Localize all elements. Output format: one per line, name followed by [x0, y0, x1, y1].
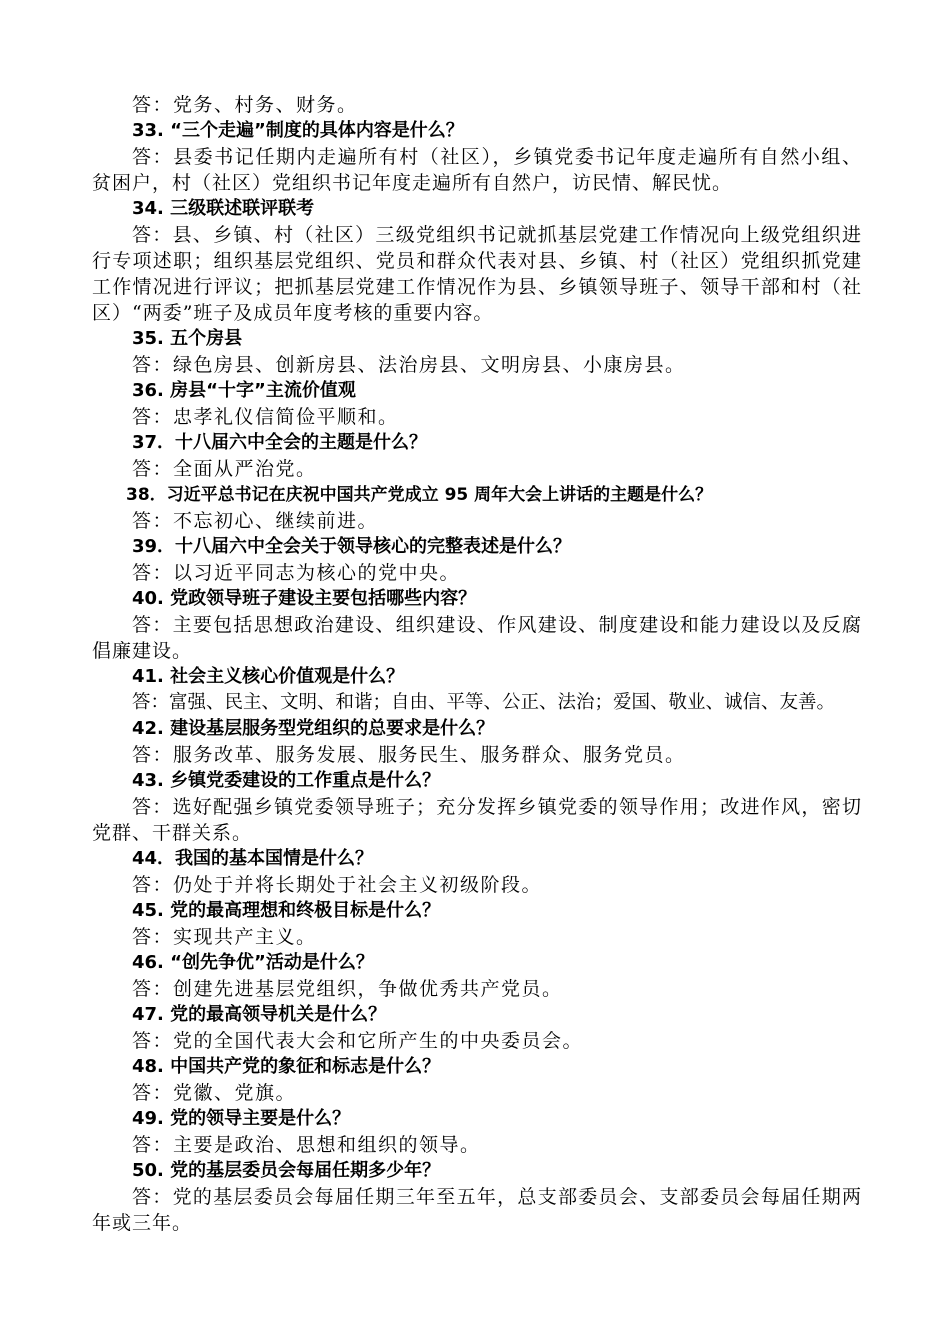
- answer-40: 答：主要包括思想政治建设、组织建设、作风建设、制度建设和能力建设以及反腐倡廉建设。: [92, 614, 862, 662]
- question-48: 48. 中国共产党的象征和标志是什么？: [132, 1056, 441, 1077]
- question-42: 42. 建设基层服务型党组织的总要求是什么？: [132, 718, 495, 739]
- question-44: 44．我国的基本国情是什么？: [132, 848, 374, 869]
- question-39: 39．十八届六中全会关于领导核心的完整表述是什么？: [132, 536, 572, 557]
- answer-44: 答：仍处于并将长期处于社会主义初级阶段。: [132, 874, 543, 896]
- question-47: 47. 党的最高领导机关是什么？: [132, 1004, 387, 1025]
- question-45: 45. 党的最高理想和终极目标是什么？: [132, 900, 441, 921]
- question-40: 40. 党政领导班子建设主要包括哪些内容？: [132, 588, 477, 609]
- answer-42: 答：服务改革、服务发展、服务民生、服务群众、服务党员。: [132, 744, 686, 766]
- answer-41: 答：富强、民主、文明、和谐；自由、平等、公正、法治；爱国、敬业、诚信、友善。: [132, 692, 836, 713]
- question-33: 33. “三个走遍”制度的具体内容是什么？: [132, 120, 464, 141]
- answer-43: 答：选好配强乡镇党委领导班子；充分发挥乡镇党委的领导作用；改进作风，密切党群、干群关系。: [92, 796, 862, 844]
- answer-33: 答：县委书记任期内走遍所有村（社区），乡镇党委书记年度走遍所有自然小组、贫困户，村（社区）党组织书记年度走遍所有自然户，访民情、解民忧。: [92, 146, 862, 194]
- question-34: 34. 三级联述联评联考: [132, 198, 315, 219]
- question-36: 36. 房县“十字”主流价值观: [132, 380, 356, 401]
- answer-38: 答：不忘初心、继续前进。: [132, 510, 379, 532]
- answer-35: 答：绿色房县、创新房县、法治房县、文明房县、小康房县。: [132, 354, 686, 376]
- answer-49: 答：主要是政治、思想和组织的领导。: [132, 1134, 481, 1156]
- answer-37: 答：全面从严治党。: [132, 458, 317, 480]
- question-46: 46. “创先争优”活动是什么？: [132, 952, 374, 973]
- document-page: [92, 92, 862, 1236]
- question-38: 38．习近平总书记在庆祝中国共产党成立 95 周年大会上讲话的主题是什么？: [126, 485, 713, 505]
- question-50: 50. 党的基层委员会每届任期多少年？: [132, 1160, 441, 1181]
- answer-48: 答：党徽、党旗。: [132, 1082, 297, 1104]
- answer-45: 答：实现共产主义。: [132, 926, 317, 948]
- answer-39: 答：以习近平同志为核心的党中央。: [132, 562, 461, 584]
- answer-32: 答：党务、村务、财务。: [132, 94, 358, 116]
- answer-36: 答：忠孝礼仪信简俭平顺和。: [132, 406, 399, 428]
- question-49: 49. 党的领导主要是什么？: [132, 1108, 351, 1129]
- question-35: 35. 五个房县: [132, 328, 243, 349]
- answer-47: 答：党的全国代表大会和它所产生的中央委员会。: [132, 1030, 584, 1052]
- answer-46: 答：创建先进基层党组织，争做优秀共产党员。: [132, 978, 563, 1000]
- question-41: 41. 社会主义核心价值观是什么？: [132, 666, 405, 687]
- question-43: 43. 乡镇党委建设的工作重点是什么？: [132, 770, 441, 791]
- answer-34: 答：县、乡镇、村（社区）三级党组织书记就抓基层党建工作情况向上级党组织进行专项述职；组织基层党组织、党员和群众代表对县、乡镇、村（社区）党组织抓党建工作情况进行评议；把抓基层党建工作情况作为县、乡镇领导班子、领导干部和村（社区）“两委”班子及成员年度考核的重要内容。: [92, 224, 862, 324]
- question-37: 37．十八届六中全会的主题是什么？: [132, 432, 428, 453]
- answer-50: 答：党的基层委员会每届任期三年至五年，总支部委员会、支部委员会每届任期两年或三年。: [92, 1186, 862, 1234]
